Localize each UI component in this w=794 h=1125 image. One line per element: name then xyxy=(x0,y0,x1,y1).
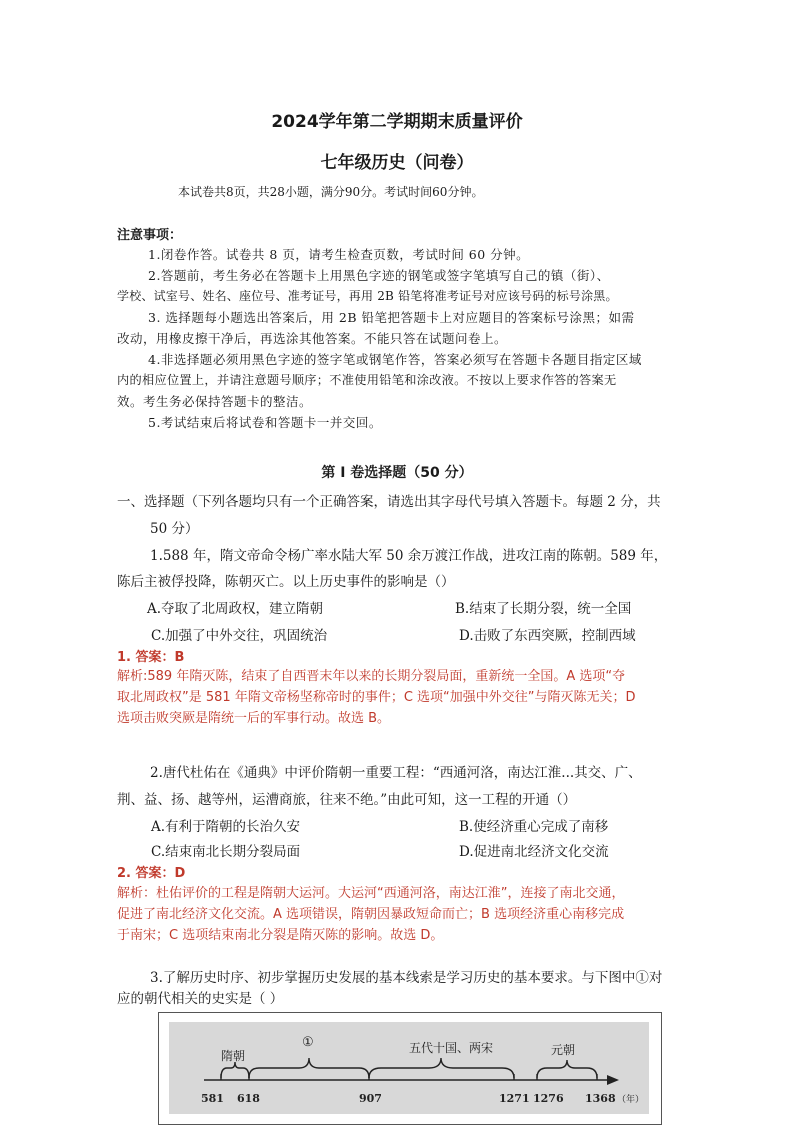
label-circle: ① xyxy=(302,1035,314,1050)
question-stem: 陈后主被俘投降，陈朝灭亡。以上历史事件的影响是（） xyxy=(117,574,455,590)
label-sui: 隋朝 xyxy=(221,1049,246,1063)
analysis-line: 解析：杜佑评价的工程是隋朝大运河。大运河“西通河洛，南达江淮”，连接了南北交通， xyxy=(117,886,625,901)
note-line: 5.考试结束后将试卷和答题卡一并交回。 xyxy=(148,415,382,430)
analysis-line: 于南宋；C 选项结束南北分裂是隋灭陈的影响。故选 D。 xyxy=(117,928,444,943)
option-b: B.使经济重心完成了南移 xyxy=(459,819,609,835)
option-a: A.夺取了北周政权，建立隋朝 xyxy=(147,601,324,617)
analysis-line: 取北周政权”是 581 年隋文帝杨坚称帝时的事件；C 选项“加强中外交往”与隋灭陈无关；D xyxy=(117,690,636,705)
note-line: 1.闭卷作答。试卷共 8 页，请考生检查页数，考试时间 60 分钟。 xyxy=(148,247,530,262)
question-stem: 应的朝代相关的史实是（ ） xyxy=(117,991,284,1007)
timeline-photo xyxy=(169,1022,649,1114)
brace-yuan xyxy=(537,1060,597,1078)
option-c: C.加强了中外交往，巩固统治 xyxy=(151,628,328,644)
option-c: C.结束南北长期分裂局面 xyxy=(151,844,301,860)
year-907: 907 xyxy=(359,1092,382,1105)
note-line: 改动，用橡皮擦干净后，再选涂其他答案。不能只答在试题问卷上。 xyxy=(117,331,508,346)
year-1276: 1276 xyxy=(533,1092,564,1105)
year-unit: （年） xyxy=(617,1095,645,1105)
timeline-arrow xyxy=(607,1075,619,1085)
year-1271: 1271 xyxy=(499,1092,530,1105)
notes-heading: 注意事项： xyxy=(117,228,183,243)
option-a: A.有利于隋朝的长治久安 xyxy=(151,819,301,835)
answer-label: 2. 答案：D xyxy=(117,866,186,881)
section-intro: 50 分） xyxy=(150,521,199,537)
note-line: 2.答题前，考生务必在答题卡上用黑色字迹的钢笔或签字笔填写自己的镇（街）、 xyxy=(148,268,610,283)
note-line: 效。考生务必保持答题卡的整洁。 xyxy=(117,394,313,409)
analysis-line: 解析:589 年隋灭陈，结束了自西晋末年以来的长期分裂局面，重新统一全国。A 选项“夺 xyxy=(117,669,626,684)
page-subtitle: 七年级历史（问卷） xyxy=(320,153,474,173)
note-line: 内的相应位置上，并请注意题号顺序；不准使用铅笔和涂改液。不按以上要求作答的答案无 xyxy=(117,373,617,387)
label-yuan: 元朝 xyxy=(551,1043,576,1057)
question-stem: 荆、益、扬、越等州，运漕商旅，往来不绝。”由此可知，这一工程的开通（） xyxy=(117,792,577,808)
option-d: D.击败了东西突厥，控制西域 xyxy=(459,628,636,644)
year-618: 618 xyxy=(237,1092,260,1105)
section-heading: 第 I 卷选择题（50 分） xyxy=(321,465,473,481)
question-stem: 1.588 年，隋文帝命令杨广率水陆大军 50 余万渡江作战，进攻江南的陈朝。589 年， xyxy=(150,548,668,564)
question-stem: 3.了解历史时序、初步掌握历史发展的基本线索是学习历史的基本要求。与下图中①对 xyxy=(150,970,663,986)
note-line: 4.非选择题必须用黑色字迹的签字笔或钢笔作答，答案必须写在答题卡各题目指定区域 xyxy=(148,352,642,367)
option-b: B.结束了长期分裂，统一全国 xyxy=(455,601,632,617)
exam-info: 本试卷共8页，共28小题，满分90分。考试时间60分钟。 xyxy=(178,185,484,199)
brace-circle xyxy=(249,1058,369,1078)
section-intro: 一、选择题（下列各题均只有一个正确答案，请选出其字母代号填入答题卡。每题 2 分，共 xyxy=(117,494,661,510)
analysis-line: 促进了南北经济文化交流。A 选项错误，隋朝因暴政短命而亡；B 选项经济重心南移完成 xyxy=(117,907,625,922)
page-title: 2024学年第二学期期末质量评价 xyxy=(271,112,523,132)
brace-sui xyxy=(221,1062,249,1078)
label-wudai: 五代十国、两宋 xyxy=(409,1041,494,1055)
question-stem: 2.唐代杜佑在《通典》中评价隋朝一重要工程：“西通河洛，南达江淮...其交、广、 xyxy=(150,765,642,781)
note-line: 学校、试室号、姓名、座位号、准考证号，再用 2B 铅笔将准考证号对应该号码的标号涂黑。 xyxy=(117,289,618,303)
option-d: D.促进南北经济文化交流 xyxy=(459,844,609,860)
answer-label: 1. 答案：B xyxy=(117,650,185,665)
note-line: 3. 选择题每小题选出答案后，用 2B 铅笔把答题卡上对应题目的答案标号涂黑；如需 xyxy=(148,310,635,325)
year-1368: 1368 xyxy=(585,1092,616,1105)
year-581: 581 xyxy=(201,1092,224,1105)
timeline-figure xyxy=(158,1012,662,1125)
timeline-svg xyxy=(169,1022,649,1114)
analysis-line: 选项击败突厥是隋统一后的军事行动。故选 B。 xyxy=(117,711,391,726)
brace-wudai xyxy=(369,1058,514,1078)
